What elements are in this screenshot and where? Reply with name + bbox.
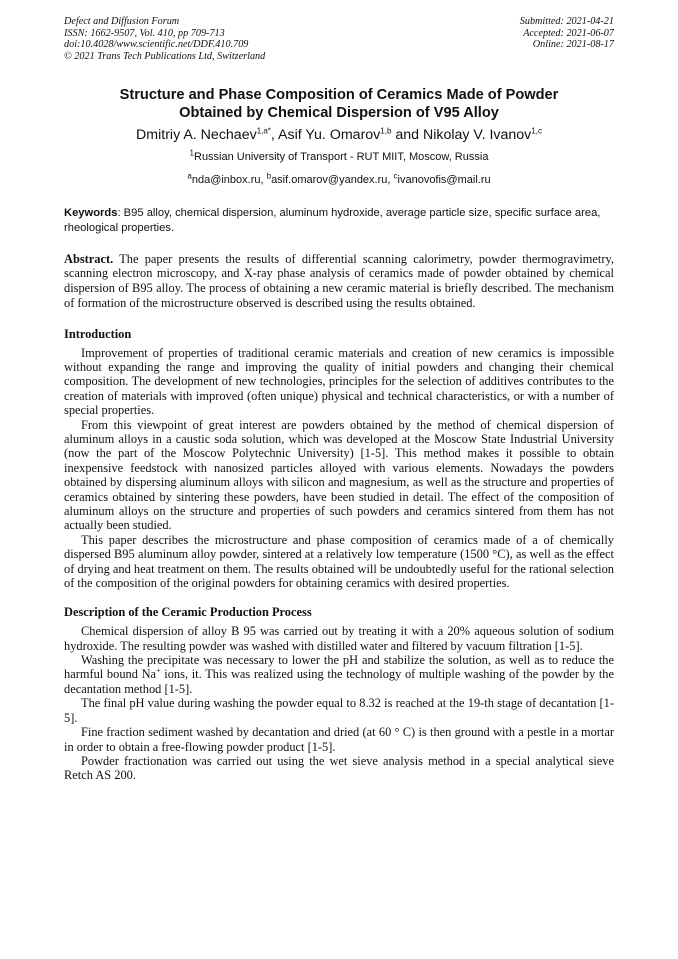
publication-dates (520, 16, 614, 62)
keywords-label: Keywords (64, 207, 118, 220)
journal-info (64, 16, 265, 62)
date-submitted: Submitted: 2021-04-21 (519, 16, 614, 27)
paper-title-line-2: Obtained by Chemical Dispersion of V95 Alloy (179, 105, 499, 122)
author-separator: , (270, 127, 279, 144)
email-c-sup: c (393, 171, 398, 181)
sodium-ion-charge: + (156, 666, 161, 676)
description-paragraph-3: The final pH value during washing the powder equal to 8.32 is reached at the 19-th stage of decantation [1-5]. (64, 696, 614, 725)
author-emails (64, 173, 614, 187)
affiliation (64, 150, 614, 164)
abstract-text: The paper presents the results of differential scanning calorimetry, powder thermogravimetry, scanning electron microscopy, and X-ray phase analysis of ceramics made of powder obtained by chemical dispersion of B95 alloy. The process of obtaining a new ceramic material is briefly described. The mechanism of formation of the microstructure observed is described using the results obtained. (64, 251, 614, 310)
journal-header (64, 16, 614, 62)
description-paragraph-1: Chemical dispersion of alloy B 95 was carried out by treating it with a 20% aqueous solution of sodium hydroxide. The resulting powder was washed with distilled water and filtered by vacuum filtration [1-5]. (64, 624, 614, 653)
author-separator: and (391, 127, 423, 144)
journal-issn: ISSN: 1662-9507, Vol. 410, pp 709-713 (64, 27, 225, 39)
description-paragraph-2-start: Washing the precipitate was necessary to lower the pH and stabilize the solution, as well as to reduce the harmful bound Na (64, 653, 614, 682)
author-list (64, 125, 614, 145)
description-paragraph-5: Powder fractionation was carried out using the wet sieve analysis method in a special analytical sieve Retch AS 200. (64, 753, 614, 783)
paper-title-line-1: Structure and Phase Composition of Ceramics Made of Powder (119, 87, 559, 104)
journal-copyright: © 2021 Trans Tech Publications Ltd, Switzerland (64, 50, 266, 62)
email-b-sup: b (266, 171, 272, 181)
author-nechaev: Dmitriy A. Nechaev (136, 127, 257, 144)
affiliation-text: Russian University of Transport - RUT MIIT, Moscow, Russia (194, 151, 489, 164)
description-paragraph-2-end: ions, it. This was realized using the technology of multiple washing of the powder by the decantation method [1-5]. (64, 667, 614, 696)
abstract-label: Abstract. (64, 251, 114, 266)
email-a-sup: a (187, 171, 192, 181)
author-ivanov: Nikolay V. Ivanov (422, 127, 532, 144)
author-omarov-sup: 1,b (380, 126, 392, 136)
journal-doi: doi:10.4028/www.scientific.net/DDF.410.709 (64, 39, 249, 51)
author-nechaev-sup: 1,a* (256, 126, 271, 136)
author-omarov: Asif Yu. Omarov (278, 127, 381, 144)
author-ivanov-sup: 1,c (531, 126, 542, 136)
paper-title (64, 86, 614, 122)
date-online: Online: 2021-08-17 (532, 39, 614, 51)
keywords (64, 206, 614, 235)
email-b: asif.omarov@yandex.ru, (271, 174, 394, 187)
email-a: nda@inbox.ru, (191, 174, 267, 187)
description-paragraph-2 (64, 653, 614, 696)
intro-paragraph-3: This paper describes the microstructure and phase composition of ceramics made of a of chemically dispersed B95 aluminum alloy powder, sintered at a relatively low temperature (1500 °C), as well as the effect of drying and heat treatment on them. The results obtained will be undoubtedly useful for the rational selection of the composition of the original powders for obtaining ceramics with desired properties. (64, 532, 614, 591)
description-paragraph-4: Fine fraction sediment washed by decantation and dried (at 60 ° C) is then ground with a pestle in a mortar in order to obtain a free-flowing powder product [1-5]. (64, 725, 614, 754)
email-c: ivanovofis@mail.ru (397, 174, 491, 187)
affiliation-sup: 1 (189, 148, 194, 158)
intro-paragraph-2: From this viewpoint of great interest are powders obtained by the method of chemical dispersion of aluminum alloys in a caustic soda solution, which was developed at the Moscow State Industrial University (now the part of the Moscow Polytechnic University) [1-5]. This method makes it possible to obtain inexpensive feedstock with nanosized particles alloyed with various elements. Nowadays the powders obtained by dispersing aluminum alloys with silicon and magnesium, as well as the structure and properties of ceramics obtained by sintering these powders, have been studied in detail. The effect of the composition of aluminum alloys on the structure and properties of such powders and ceramics sintered from them has not actually been studied. (64, 417, 614, 533)
section-heading-introduction: Introduction (64, 326, 132, 341)
journal-name: Defect and Diffusion Forum (64, 16, 180, 27)
intro-paragraph-1: Improvement of properties of traditional ceramic materials and creation of new ceramics is impossible without expanding the range and improving the quality of initial powders and changing their chemical composition. The development of new technologies, principles for the selection of additives contributes to the creation of materials with improved (often unique) physical and technical characteristics, or with a number of special properties. (64, 345, 614, 418)
keywords-text: : B95 alloy, chemical dispersion, aluminum hydroxide, average particle size, specific surface area, rheological properties. (64, 207, 601, 234)
section-heading-description: Description of the Ceramic Production Process (64, 605, 312, 620)
date-accepted: Accepted: 2021-06-07 (523, 27, 614, 39)
abstract (64, 252, 614, 311)
